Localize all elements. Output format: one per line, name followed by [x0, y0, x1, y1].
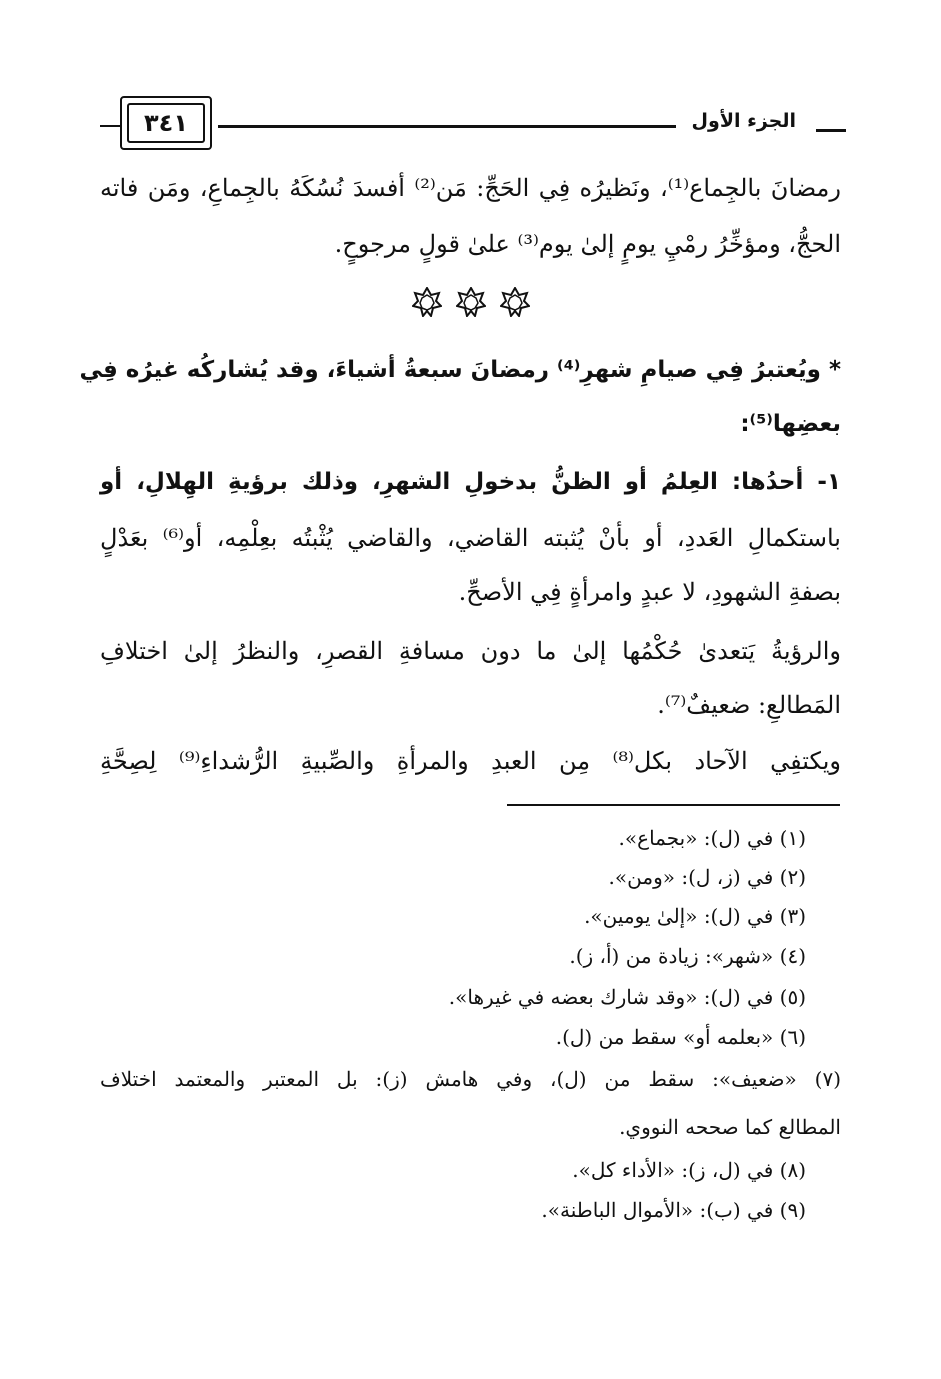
- page-number-frame: [120, 96, 212, 150]
- footnote: (٢) في (ز، ل): «ومن».: [608, 865, 806, 889]
- section-divider: [0, 287, 941, 317]
- body-line: بعضِها⁽⁵⁾:: [740, 411, 841, 437]
- body-line: بصفةِ الشهودِ، لا عبدٍ وامرأةٍ فِي الأصحِّ.: [458, 578, 841, 606]
- header-title: الجزء الأول: [691, 110, 796, 132]
- footnote: (٩) في (ب): «الأموال الباطنة».: [541, 1198, 806, 1222]
- body-line: المَطالعِ: ضعيفٌ⁽⁷⁾.: [657, 691, 841, 719]
- footnote-continuation: المطالع كما صححه النووي.: [619, 1115, 841, 1139]
- header-rule-left: [100, 125, 120, 127]
- footnote: (٤) «شهر»: زيادة من (أ، ز).: [569, 944, 806, 968]
- running-header: [100, 96, 846, 156]
- footnote: (٨) في (ل، ز): «الأداء كل».: [572, 1158, 806, 1182]
- body-line: * ويُعتبرُ فِي صيامِ شهرِ⁽⁴⁾ رمضانَ سبعةُ أشياءَ، وقد يُشاركُه غيرُه فِي: [79, 357, 841, 383]
- body-line: باستكمالِ العَددِ، أو بأنْ يُثبته القاضي، والقاضي يُثْبتُه بعِلْمِه، أو⁽⁶⁾ بعَدْلٍ: [100, 524, 841, 552]
- body-line: الحجُّ، ومؤخِّرُ رمْيِ يومٍ إلىٰ يوم⁽³⁾ علىٰ قولٍ مرجوحٍ.: [334, 230, 841, 258]
- octagram-star-icon: [456, 287, 486, 317]
- footnote-rule: [507, 804, 840, 806]
- footnote: (٥) في (ل): «وقد شارك بعضه في غيرها».: [448, 985, 806, 1009]
- octagram-star-icon: [412, 287, 442, 317]
- octagram-star-icon: [500, 287, 530, 317]
- footnote: (٣) في (ل): «إلىٰ يومين».: [584, 904, 806, 928]
- body-line: والرؤيةُ يَتعدىٰ حُكْمُها إلىٰ ما دون مسافةِ القصرِ، والنظرُ إلىٰ اختلافِ: [100, 637, 841, 665]
- footnote: (٧) «ضعيف»: سقط من (ل)، وفي هامش (ز): بل المعتبر والمعتمد اختلاف: [100, 1067, 841, 1091]
- body-line: ١- أحدُها: العِلمُ أو الظنُّ بدخولِ الشهرِ، وذلك برؤيةِ الهِلالِ، أو: [100, 469, 841, 495]
- body-line: رمضانَ بالجِماع⁽¹⁾، ونَظيرُه فِي الحَجِّ: مَن⁽²⁾ أفسدَ نُسُكَهُ بالجِماعِ، ومَن فاته: [100, 174, 841, 202]
- header-dash: [816, 129, 846, 132]
- header-rule: [218, 125, 676, 128]
- footnote: (٦) «بعلمه أو» سقط من (ل).: [555, 1025, 806, 1049]
- footnote: (١) في (ل): «بجماع».: [618, 826, 806, 850]
- body-line: ويكتفِي الآحاد بكل⁽⁸⁾ مِن العبدِ والمرأةِ والصِّبيةِ الرُّشداءِ⁽⁹⁾ لِصِحَّةِ: [100, 747, 841, 775]
- page-number: ٣٤١: [127, 103, 205, 143]
